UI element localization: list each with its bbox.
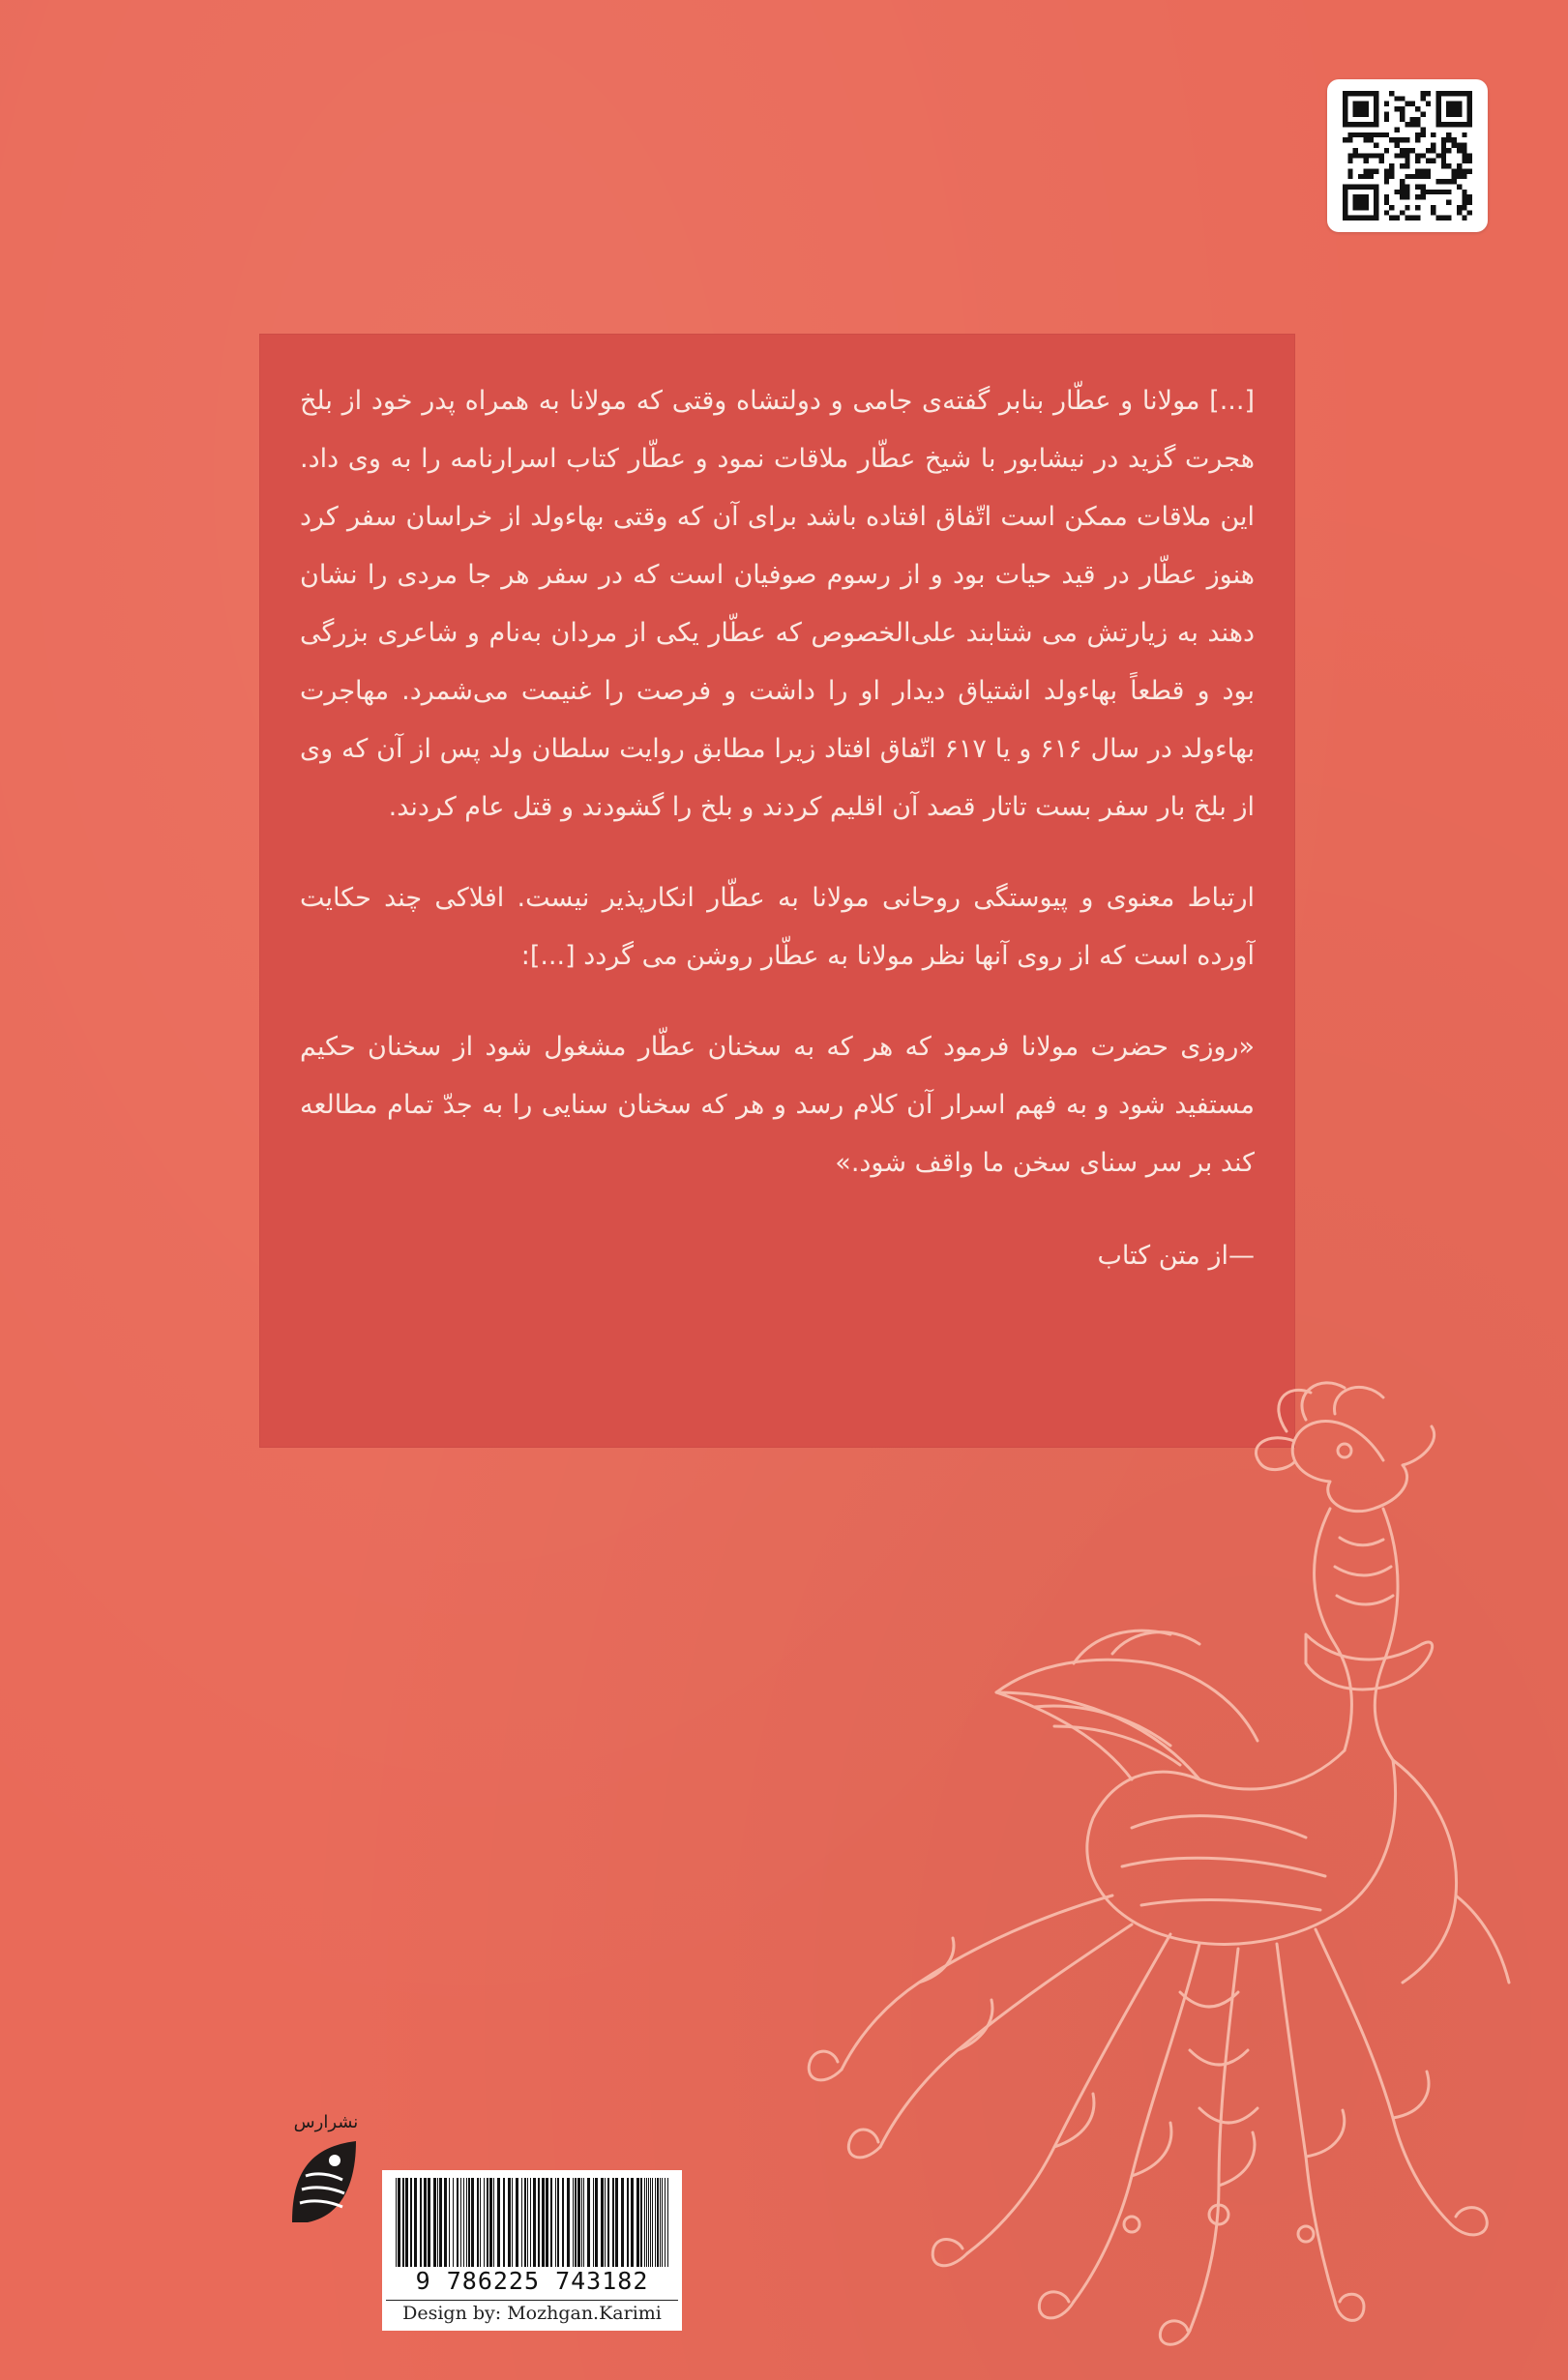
text-panel	[259, 334, 1295, 1448]
barcode-bars	[390, 2178, 674, 2267]
blurb-paragraph-3: «روزی حضرت مولانا فرمود که هر که به سخنان عطّار مشغول شود از سخنان حکیم مستفید شود و به فهم اسرار آن کلام رسد و هر که سخنان سنایی را به جدّ تمام مطالعه کند بر سر سنای سخن ما واقف شود.»	[300, 1032, 1255, 1178]
blurb-paragraph-2: ارتباط معنوی و پیوستگی روحانی مولانا به عطّار انکارپذیر نیست. افلاکی چند حکایت آورده است که از روی آنها نظر مولانا به عطّار روشن می گردد [...]:	[300, 883, 1255, 971]
isbn-number: 9 786225 743182	[415, 2267, 649, 2295]
publisher-logo	[284, 2112, 368, 2228]
blurb-paragraph-1: [...] مولانا و عطّار بنابر گفته‌ی جامی و دولتشاه وقتی که مولانا به همراه پدر خود از بلخ هجرت گزید در نیشابور با شیخ عطّار ملاقات نمود و عطّار کتاب اسرارنامه را به وی داد. این ملاقات ممکن است اتّفاق افتاده باشد برای آن که وقتی بهاءولد از خراسان سفر کرد هنوز عطّار در قید حیات بود و از رسوم صوفیان است که در سفر هر جا مردی را نشان دهند به زیارتش می شتابند علی‌الخصوص که عطّار یکی از مردان به‌نام و شاعری بزرگی بود و قطعاً بهاءولد اشتیاق دیدار او را داشت و فرصت را غنیمت می‌شمرد. مهاجرت بهاءولد در سال ۶۱۶ و یا ۶۱۷ اتّفاق افتاد زیرا مطابق روایت سلطان ولد پس از آن که وی از بلخ بار سفر بست تاتار قصد آن اقلیم کردند و بلخ را گشودند و قتل عام کردند.	[300, 386, 1255, 822]
publisher-logo-icon	[288, 2137, 364, 2226]
attribution: —از متن کتاب	[1097, 1241, 1255, 1271]
designer-credit: Design by: Mozhgan.Karimi	[386, 2300, 678, 2324]
qr-code[interactable]	[1327, 79, 1488, 232]
blurb-text	[300, 372, 1255, 1318]
publisher-name: نشرارس	[293, 2112, 359, 2132]
phoenix-illustration	[764, 1373, 1557, 2360]
barcode	[382, 2170, 682, 2331]
qr-code-icon	[1343, 91, 1472, 220]
